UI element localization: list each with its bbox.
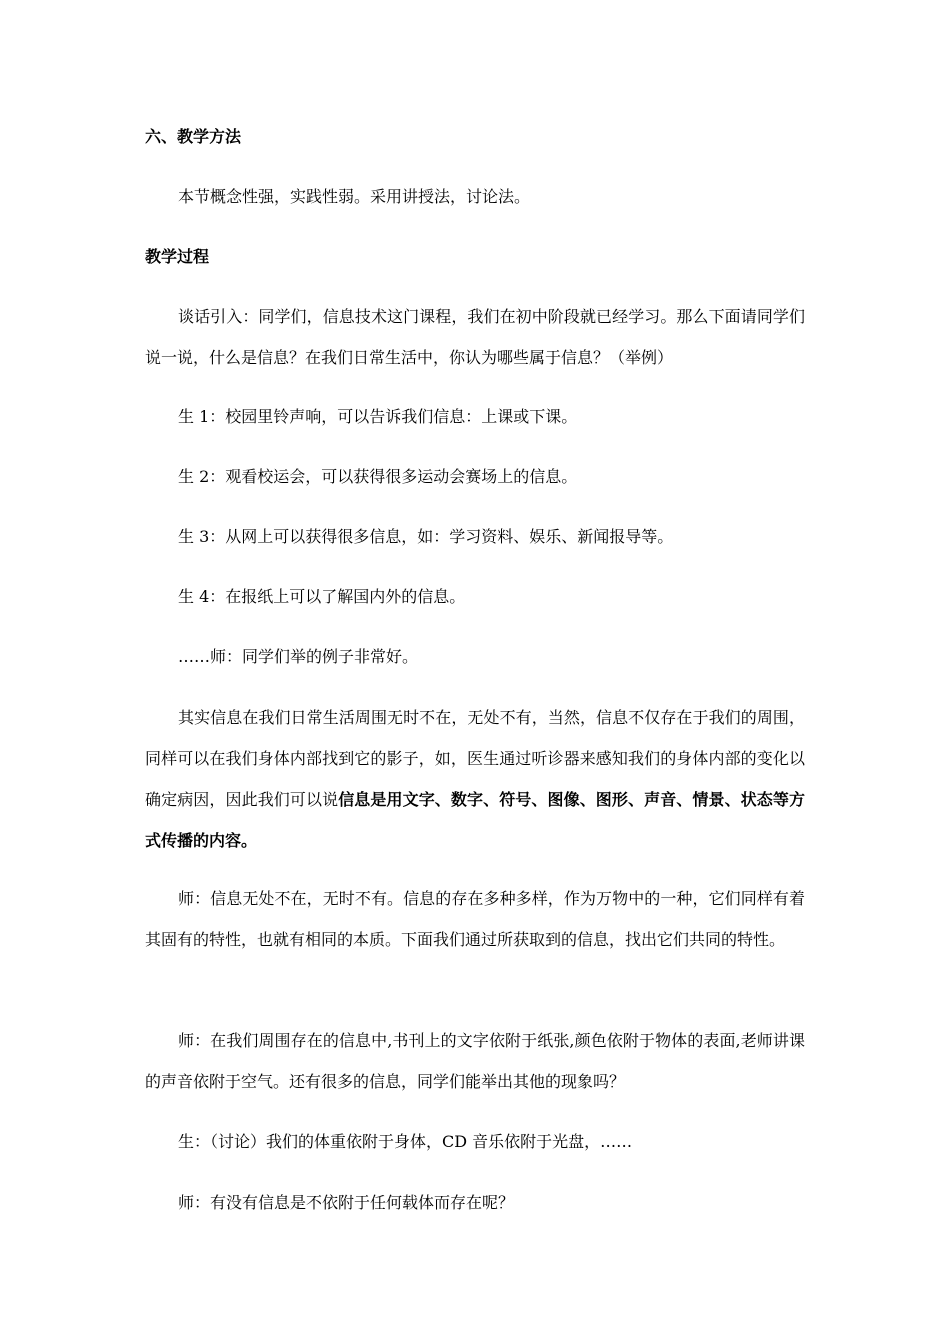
section-heading-teaching-method: 六、教学方法 — [145, 127, 242, 146]
paragraph-student-1: 生 1：校园里铃声响，可以告诉我们信息：上课或下课。 — [178, 407, 578, 426]
paragraph-teacher-nature: 师：信息无处不在，无时不有。信息的存在多种多样，作为万物中的一种，它们同样有着其固有的特性，也就有相同的本质。下面我们通过所获取到的信息，找出它们共同的特性。 — [145, 889, 805, 949]
paragraph-student-4: 生 4：在报纸上可以了解国内外的信息。 — [178, 587, 466, 606]
definition-bold-text: 信息是用文字、数字、符号、图像、图形、声音、情景、状态等方式传播的内容。 — [145, 790, 805, 850]
paragraph-definition — [145, 697, 805, 861]
paragraph-student-2: 生 2：观看校运会，可以获得很多运动会赛场上的信息。 — [178, 467, 578, 486]
paragraph-student-discuss: 生：（讨论）我们的体重依附于身体，CD 音乐依附于光盘，…… — [178, 1132, 633, 1151]
paragraph-teacher-carrier: 师：在我们周围存在的信息中,书刊上的文字依附于纸张,颜色依附于物体的表面,老师讲课的声音依附于空气。还有很多的信息，同学们能举出其他的现象吗？ — [145, 1031, 805, 1091]
section-heading-teaching-process: 教学过程 — [145, 247, 210, 266]
paragraph-teacher-question: 师：有没有信息是不依附于任何载体而存在呢？ — [178, 1193, 515, 1212]
definition-lead-text: 其实信息在我们日常生活周围无时不在，无处不有，当然，信息不仅存在于我们的周围，同样可以在我们身体内部找到它的影子，如，医生通过听诊器来感知我们的身体内部的变化以确定病因，因此我们可以说 — [145, 708, 805, 809]
paragraph-intro: 谈话引入：同学们，信息技术这门课程，我们在初中阶段就已经学习。那么下面请同学们说一说，什么是信息？在我们日常生活中，你认为哪些属于信息？（举例） — [145, 307, 805, 367]
paragraph-teaching-method: 本节概念性强，实践性弱。采用讲授法，讨论法。 — [178, 187, 531, 206]
paragraph-teacher-praise: ……师：同学们举的例子非常好。 — [178, 647, 419, 666]
paragraph-student-3: 生 3：从网上可以获得很多信息，如：学习资料、娱乐、新闻报导等。 — [178, 527, 674, 546]
